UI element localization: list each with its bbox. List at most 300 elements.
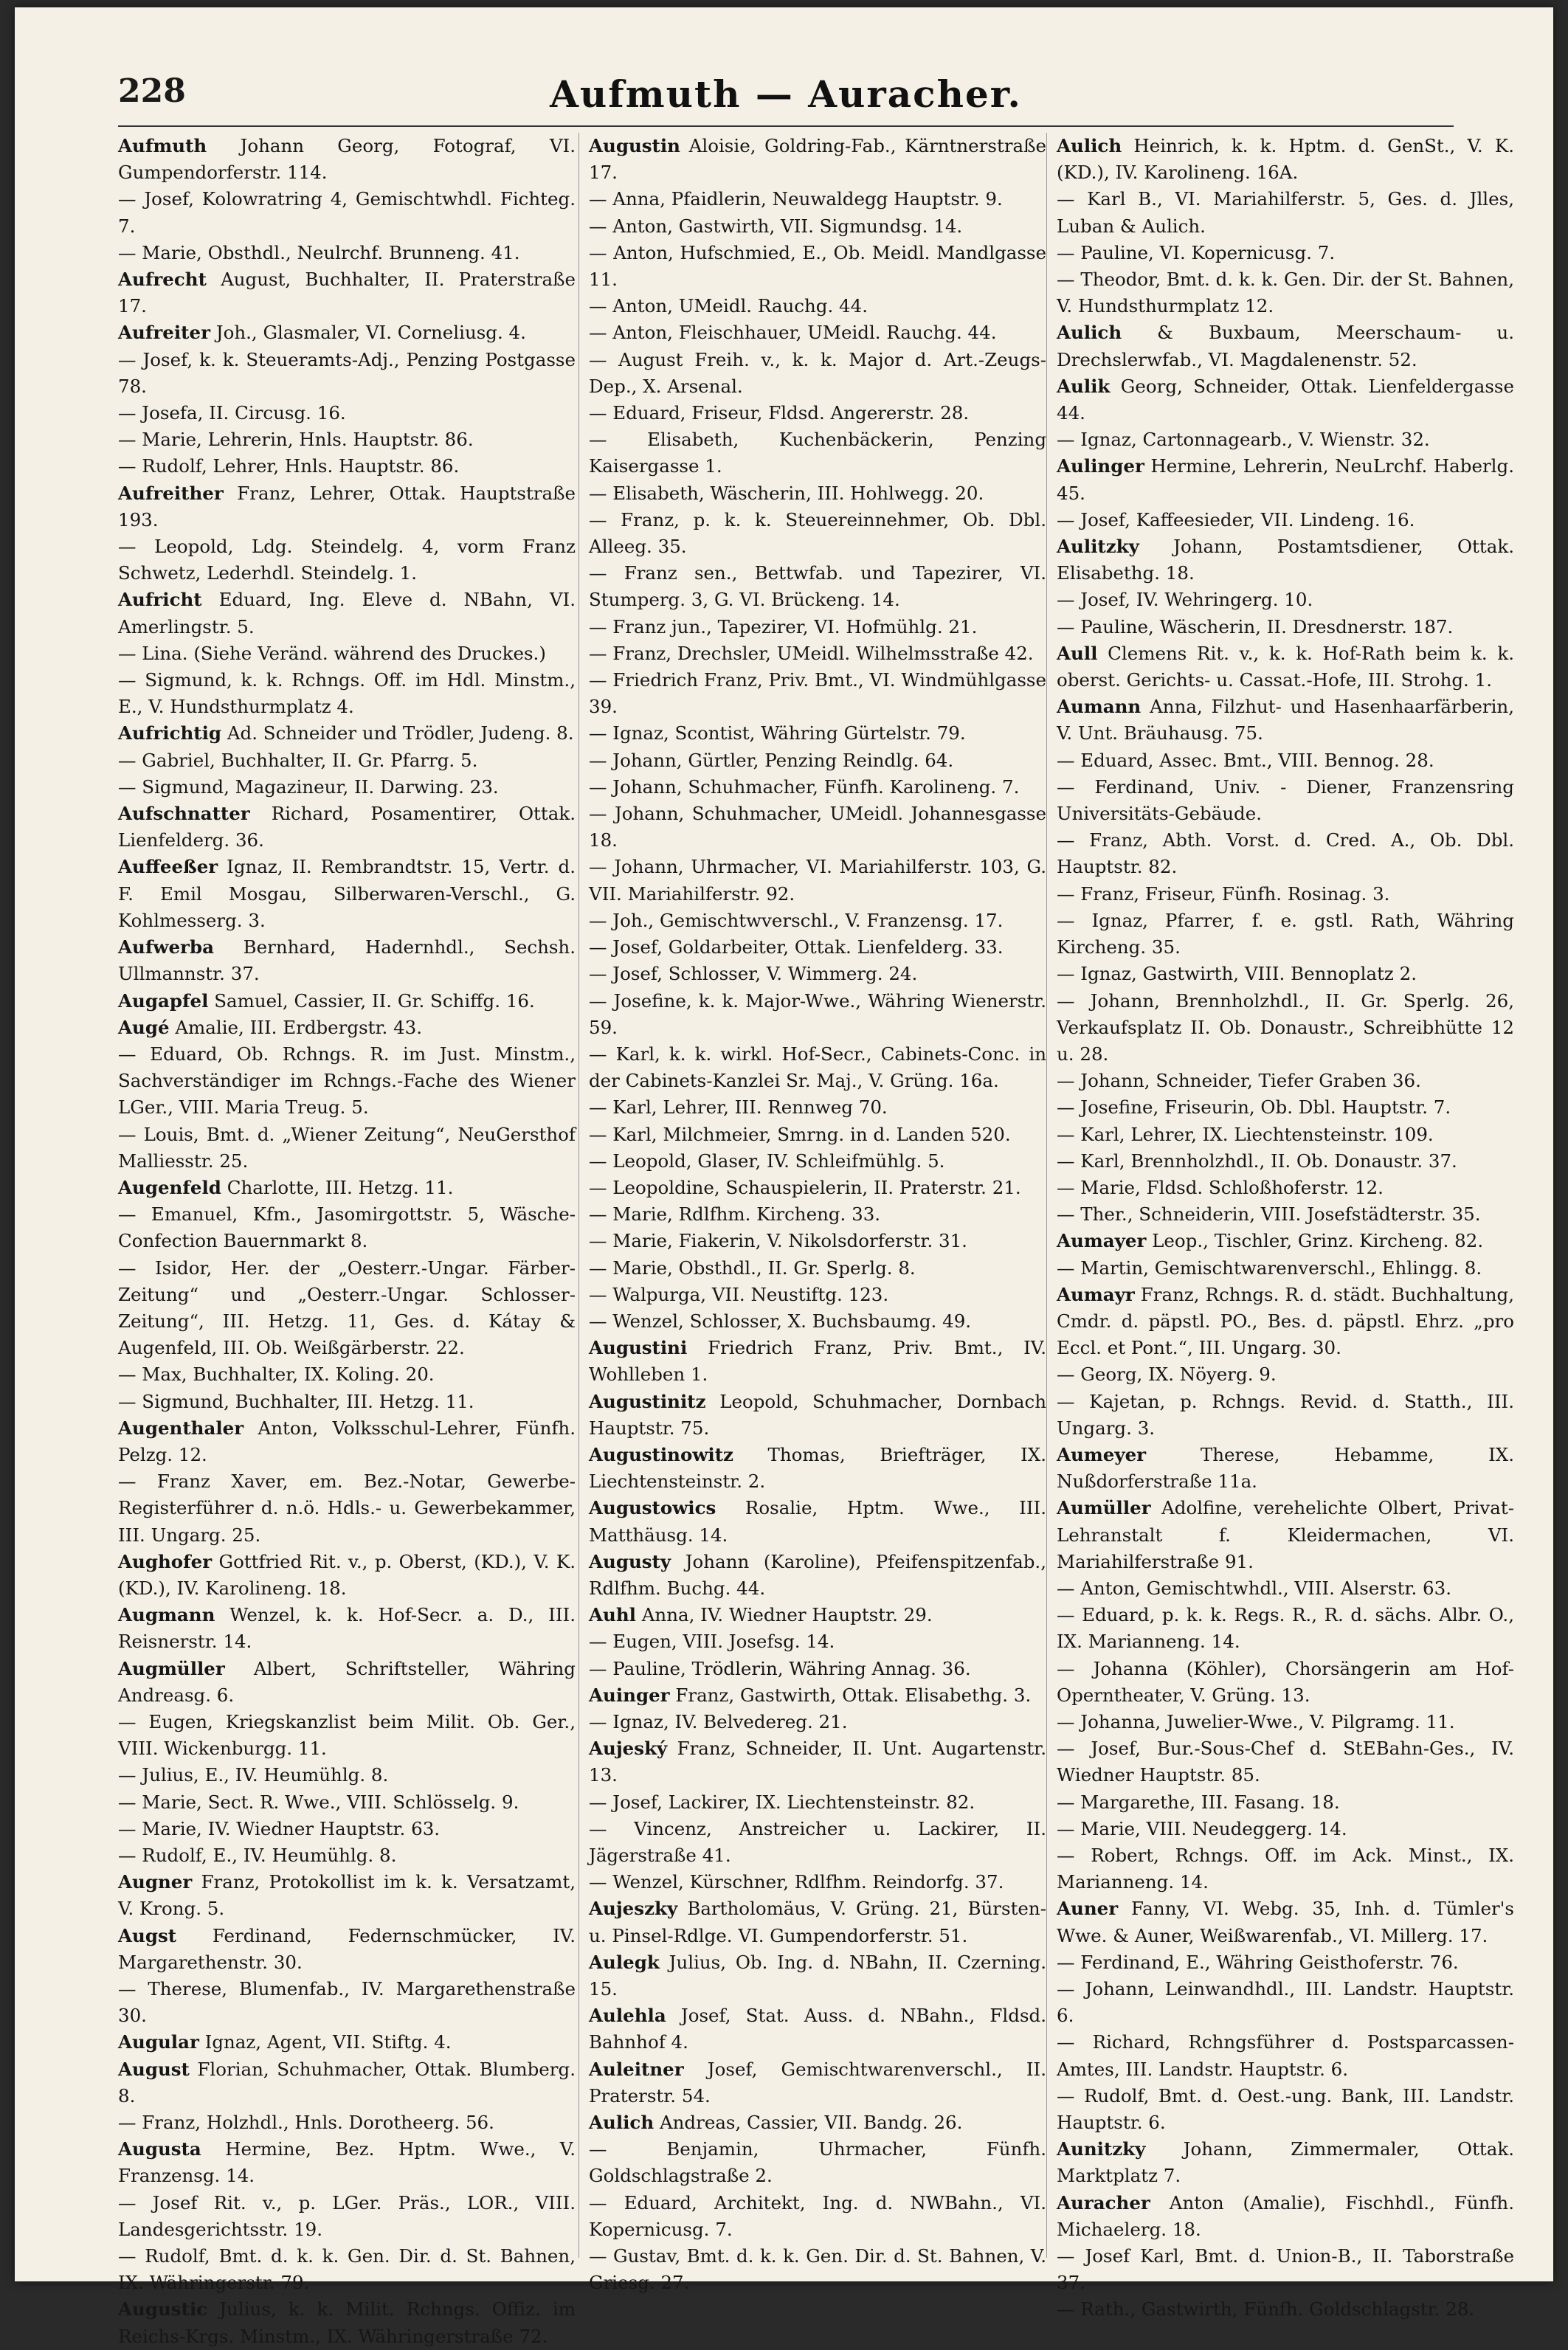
entry-text: — Isidor, Her. der „Oesterr.-Ungar. Färber-Zeitung“ und „Oesterr.-Ungar. Schlosser-Zeitung“, III. Hetzg. 11, Ges. d. Kátay & Augenfeld, III. Ob. Weißgärberstr. 22. xyxy=(118,1257,576,1359)
entry-surname: Auner xyxy=(1057,1898,1119,1920)
entry-surname: Augmüller xyxy=(118,1657,225,1679)
entry-surname: Aulich xyxy=(1057,322,1122,344)
entry-surname: Aufschnatter xyxy=(118,803,250,825)
directory-entry xyxy=(1057,1148,1514,1175)
entry-text: — Josef, Kaffeesieder, VII. Lindeng. 16. xyxy=(1057,508,1415,531)
entry-text: — Franz, p. k. k. Steuereinnehmer, Ob. Dbl. Alleeg. 35. xyxy=(589,508,1046,558)
entry-text: — Therese, Blumenfab., IV. Margarethenstraße 30. xyxy=(118,1978,576,2027)
entry-surname: Augenthaler xyxy=(118,1417,244,1439)
entry-surname: Auleitner xyxy=(589,2058,684,2080)
entry-text: — Marie, Obsthdl., II. Gr. Sperlg. 8. xyxy=(589,1257,916,1279)
directory-entry xyxy=(118,1602,576,1655)
entry-text: Anna, IV. Wiedner Hauptstr. 29. xyxy=(635,1604,933,1626)
entry-text: Gottfried Rit. v., p. Oberst, (KD.), V. K. (KD.), IV. Karolineng. 18. xyxy=(118,1550,576,1599)
directory-entry xyxy=(589,1682,1046,1709)
entry-text: — Marie, Fiakerin, V. Nikolsdorferstr. 31. xyxy=(589,1230,967,1252)
entry-text: — Max, Buchhalter, IX. Koling. 20. xyxy=(118,1364,435,1386)
entry-text: — Theodor, Bmt. d. k. k. Gen. Dir. der St. Bahnen, V. Hundsthurmplatz 12. xyxy=(1057,269,1514,317)
entry-text: Fanny, VI. Webg. 35, Inh. d. Tümler's Wwe. & Auner, Weißwarenfab., VI. Millerg. 17. xyxy=(1057,1898,1514,1946)
directory-entry xyxy=(1057,266,1514,319)
entry-text: — Sigmund, k. k. Rchngs. Off. im Hdl. Minstm., E., V. Hundsthurmplatz 4. xyxy=(118,669,576,718)
directory-entry xyxy=(589,1816,1046,1869)
directory-entry xyxy=(1057,614,1514,640)
entry-surname: Aulik xyxy=(1057,375,1111,397)
entry-text: — Johanna (Köhler), Chorsängerin am Hof-Operntheater, V. Grüng. 13. xyxy=(1057,1657,1514,1706)
directory-entry xyxy=(589,961,1046,987)
directory-entry xyxy=(118,1923,576,1976)
directory-entry xyxy=(1057,319,1514,373)
entry-text: — Johann, Schuhmacher, UMeidl. Johannesgasse 18. xyxy=(589,803,1046,851)
entry-text: — Johann, Gürtler, Penzing Reindlg. 64. xyxy=(589,749,954,771)
entry-surname: Aulinger xyxy=(1057,455,1144,477)
entry-text: Rosalie, Hptm. Wwe., III. Matthäusg. 14. xyxy=(589,1497,1046,1546)
directory-entry xyxy=(589,400,1046,426)
entry-text: — Anton, Gemischtwhdl., VIII. Alserstr. 63. xyxy=(1057,1577,1451,1599)
directory-entry xyxy=(589,480,1046,507)
entry-text: Johann (Karoline), Pfeifenspitzenfab., Rdlfhm. Buchg. 44. xyxy=(589,1550,1046,1599)
directory-entry xyxy=(589,1495,1046,1548)
directory-entry xyxy=(118,667,576,720)
entry-text: — Ferdinand, E., Währing Geisthoferstr. 76. xyxy=(1057,1951,1459,1973)
directory-entry xyxy=(118,1789,576,1816)
directory-entry xyxy=(1057,1789,1514,1816)
entry-text: — Pauline, Trödlerin, Währing Annag. 36. xyxy=(589,1657,971,1679)
directory-entry xyxy=(1057,1282,1514,1362)
directory-entry xyxy=(1057,1575,1514,1602)
directory-entry xyxy=(1057,1228,1514,1254)
directory-entry xyxy=(118,1816,576,1842)
entry-text: — Johann, Brennholzhdl., II. Gr. Sperlg. 26, Verkaufsplatz II. Ob. Donaustr., Schreibhütte 12 u. 28. xyxy=(1057,989,1514,1065)
directory-entry xyxy=(589,186,1046,212)
entry-surname: Auhl xyxy=(589,1604,636,1626)
directory-entry xyxy=(589,1895,1046,1949)
entry-surname: Aujeský xyxy=(589,1738,668,1760)
directory-entry xyxy=(1057,1442,1514,1495)
directory-entry xyxy=(1057,1175,1514,1201)
directory-entry xyxy=(1057,453,1514,506)
entry-text: — Ignaz, IV. Belvedereg. 21. xyxy=(589,1710,848,1732)
entry-surname: Aumayer xyxy=(1057,1230,1147,1252)
directory-entry xyxy=(1057,908,1514,961)
page-number: 228 xyxy=(118,72,186,110)
entry-text: — Johann, Leinwandhdl., III. Landstr. Hauptstr. 6. xyxy=(1057,1978,1514,2027)
directory-entry xyxy=(1057,1389,1514,1442)
entry-text: — Marie, Rdlfhm. Kircheng. 33. xyxy=(589,1203,881,1226)
directory-page xyxy=(15,7,1553,2347)
entry-text: — Josefine, k. k. Major-Wwe., Währing Wienerstr. 59. xyxy=(589,989,1046,1038)
directory-entry xyxy=(118,1976,576,2029)
directory-entry xyxy=(118,319,576,346)
entry-text: — Ignaz, Scontist, Währing Gürtelstr. 79. xyxy=(589,722,966,744)
entry-text: — Josefine, Friseurin, Ob. Dbl. Hauptstr. 7. xyxy=(1057,1096,1451,1119)
column-divider xyxy=(578,133,579,2258)
entry-text: — Elisabeth, Kuchenbäckerin, Penzing Kaisergasse 1. xyxy=(589,429,1046,477)
directory-entry xyxy=(118,1549,576,1602)
directory-entry xyxy=(1057,1842,1514,1895)
directory-entry xyxy=(589,614,1046,640)
entry-text: Heinrich, k. k. Hptm. d. GenSt., V. K. (KD.), IV. Karolineng. 16A. xyxy=(1057,135,1514,184)
directory-entry xyxy=(589,2109,1046,2136)
entry-surname: Aufrecht xyxy=(118,269,207,291)
entry-text: — Rudolf, Lehrer, Hnls. Hauptstr. 86. xyxy=(118,455,460,477)
entry-surname: Augustinowitz xyxy=(589,1443,733,1465)
directory-entry xyxy=(118,2109,576,2136)
entry-text: Andreas, Cassier, VII. Bandg. 26. xyxy=(654,2112,963,2134)
entry-text: — Eduard, Friseur, Fldsd. Angererstr. 28. xyxy=(589,402,970,424)
directory-entry xyxy=(589,293,1046,319)
entry-text: — Wenzel, Kürschner, Rdlfhm. Reindorfg. 37. xyxy=(589,1871,1004,1893)
column-2 xyxy=(589,133,1046,2294)
entry-surname: Aulich xyxy=(1057,135,1122,156)
header-rule xyxy=(118,125,1454,127)
entry-surname: Aujeszky xyxy=(589,1898,678,1920)
directory-entry xyxy=(1057,1949,1514,1976)
entry-text: — Robert, Rchngs. Off. im Ack. Minst., IX. Marianneng. 14. xyxy=(1057,1845,1514,1893)
entry-surname: Auracher xyxy=(1057,2191,1150,2214)
directory-entry xyxy=(118,2056,576,2109)
entry-text: Richard, Posamentirer, Ottak. Lienfelderg. 36. xyxy=(118,803,576,851)
entry-text: Joh., Glasmaler, VI. Corneliusg. 4. xyxy=(210,322,526,344)
entry-text: — Louis, Bmt. d. „Wiener Zeitung“, NeuGersthof Malliesstr. 25. xyxy=(118,1123,576,1172)
directory-entry xyxy=(118,186,576,239)
entry-text: — Kajetan, p. Rchngs. Revid. d. Statth., III. Ungarg. 3. xyxy=(1057,1390,1514,1439)
entry-text: — Karl, Lehrer, IX. Liechtensteinstr. 109. xyxy=(1057,1123,1434,1145)
directory-entry xyxy=(589,1656,1046,1682)
directory-entry xyxy=(118,1869,576,1922)
entry-text: Ad. Schneider und Trödler, Judeng. 8. xyxy=(221,722,574,744)
entry-text: — Josefa, II. Circusg. 16. xyxy=(118,402,346,424)
directory-entry xyxy=(118,1468,576,1549)
directory-entry xyxy=(118,1201,576,1254)
directory-entry xyxy=(1057,2296,1514,2323)
entry-text: — Josef, IV. Wehringerg. 10. xyxy=(1057,589,1313,611)
entry-text: — Leopold, Glaser, IV. Schleifmühlg. 5. xyxy=(589,1150,945,1172)
directory-entry xyxy=(589,2136,1046,2189)
entry-text: — Josef, Kolowratring 4, Gemischtwhdl. Fichteg. 7. xyxy=(118,188,576,237)
directory-entry xyxy=(589,507,1046,560)
entry-text: — Marie, Fldsd. Schloßhoferstr. 12. xyxy=(1057,1176,1384,1198)
directory-entry xyxy=(118,2243,576,2296)
entry-text: — Vincenz, Anstreicher u. Lackirer, II. Jägerstraße 41. xyxy=(589,1817,1046,1866)
directory-entry xyxy=(1057,1656,1514,1709)
directory-entry xyxy=(589,988,1046,1041)
entry-surname: Augustini xyxy=(589,1337,688,1359)
directory-entry xyxy=(118,1255,576,1362)
entry-surname: Aufwerba xyxy=(118,936,214,958)
directory-entry xyxy=(589,1308,1046,1335)
directory-entry xyxy=(118,720,576,747)
entry-text: — Josef, k. k. Steueramts-Adj., Penzing Postgasse 78. xyxy=(118,348,576,397)
directory-entry xyxy=(1057,988,1514,1068)
directory-entry xyxy=(1057,1602,1514,1655)
entry-text: Anton, Volksschul-Lehrer, Fünfh. Pelzg. 12. xyxy=(118,1417,576,1465)
entry-text: — August Freih. v., k. k. Major d. Art.-Zeugs-Dep., X. Arsenal. xyxy=(589,348,1046,397)
directory-entry xyxy=(118,533,576,587)
directory-entry xyxy=(118,587,576,640)
entry-text: — Eugen, Kriegskanzlist beim Milit. Ob. Ger., VIII. Wickenburgg. 11. xyxy=(118,1710,576,1760)
directory-entry xyxy=(1057,640,1514,694)
entry-text: — Josef, Schlosser, V. Wimmerg. 24. xyxy=(589,963,918,985)
entry-surname: Augustowics xyxy=(589,1497,716,1519)
directory-entry xyxy=(118,1709,576,1762)
directory-entry xyxy=(589,1201,1046,1228)
entry-text: Josef, Gemischtwarenverschl., II. Praterstr. 54. xyxy=(589,2058,1046,2107)
entry-surname: Aulitzky xyxy=(1057,536,1139,558)
entry-text: — Gustav, Bmt. d. k. k. Gen. Dir. d. St. Bahnen, V. Griesg. 27. xyxy=(589,2245,1046,2294)
entry-text: — Anton, Fleischhauer, UMeidl. Rauchg. 44. xyxy=(589,322,997,344)
directory-entry xyxy=(589,2190,1046,2243)
directory-entry xyxy=(118,266,576,319)
directory-entry xyxy=(589,1175,1046,1201)
entry-text: — Marie, IV. Wiedner Hauptstr. 63. xyxy=(118,1817,441,1839)
entry-text: — Anton, Hufschmied, E., Ob. Meidl. Mandlgasse 11. xyxy=(589,241,1046,291)
entry-text: Ferdinand, Federnschmücker, IV. Margarethenstr. 30. xyxy=(118,1924,576,1973)
entry-text: Aloisie, Goldring-Fab., Kärntnerstraße 17. xyxy=(589,135,1046,184)
entry-text: — Georg, IX. Nöyerg. 9. xyxy=(1057,1364,1277,1386)
entry-text: — Rath., Gastwirth, Fünfh. Goldschlagstr. 28. xyxy=(1057,2298,1475,2320)
entry-surname: Aufmuth xyxy=(118,135,207,156)
directory-entry xyxy=(589,213,1046,240)
entry-text: — Leopold, Ldg. Steindelg. 4, vorm Franz Schwetz, Lederhdl. Steindelg. 1. xyxy=(118,536,576,584)
entry-surname: Augé xyxy=(118,1016,170,1038)
entry-text: — Franz, Friseur, Fünfh. Rosinag. 3. xyxy=(1057,882,1390,905)
entry-text: — Marie, Sect. R. Wwe., VIII. Schlösselg. 9. xyxy=(118,1791,519,1813)
entry-text: August, Buchhalter, II. Praterstraße 17. xyxy=(118,269,576,317)
entry-text: — Pauline, Wäscherin, II. Dresdnerstr. 187. xyxy=(1057,615,1454,637)
directory-entry xyxy=(1057,1495,1514,1575)
entry-text: — Franz, Holzhdl., Hnls. Dorotheerg. 56. xyxy=(118,2112,494,2134)
directory-entry xyxy=(589,1041,1046,1094)
directory-entry xyxy=(118,426,576,453)
entry-text: Charlotte, III. Hetzg. 11. xyxy=(221,1176,454,1198)
directory-entry xyxy=(589,1709,1046,1735)
entry-text: Julius, k. k. Milit. Rchngs. Offiz. im Reichs-Krgs. Minstm., IX. Währingerstraße 72. xyxy=(118,2298,576,2347)
directory-entry xyxy=(589,1148,1046,1175)
entry-text: — Anton, UMeidl. Rauchg. 44. xyxy=(589,295,868,317)
entry-surname: Augst xyxy=(118,1924,177,1946)
entry-surname: Auffeeßer xyxy=(118,856,218,878)
entry-text: — Marie, Obsthdl., Neulrchf. Brunneng. 41. xyxy=(118,241,520,263)
entry-text: — Franz Xaver, em. Bez.-Notar, Gewerbe-Registerführer d. n.ö. Hdls.- u. Gewerbekammer, III. Ungarg. 25. xyxy=(118,1471,576,1546)
directory-entry xyxy=(589,240,1046,293)
entry-text: Ignaz, II. Rembrandtstr. 15, Vertr. d. F. Emil Mosgau, Silberwaren-Verschl., G. Kohlmesserg. 3. xyxy=(118,856,576,931)
entry-text: Franz, Schneider, II. Unt. Augartenstr. 13. xyxy=(589,1738,1046,1786)
entry-text: Thomas, Briefträger, IX. Liechtensteinstr. 2. xyxy=(589,1443,1046,1493)
entry-text: — Richard, Rchngsführer d. Postsparcassen-Amtes, III. Landstr. Hauptstr. 6. xyxy=(1057,2031,1514,2080)
directory-entry xyxy=(1057,1068,1514,1094)
entry-surname: Aufrichtig xyxy=(118,722,222,744)
directory-entry xyxy=(589,319,1046,346)
entry-text: Hermine, Bez. Hptm. Wwe., V. Franzensg. 14. xyxy=(118,2138,576,2187)
directory-entry xyxy=(589,133,1046,186)
entry-text: Hermine, Lehrerin, NeuLrchf. Haberlg. 45. xyxy=(1057,455,1514,504)
entry-text: — Franz sen., Bettwfab. und Tapezirer, VI. Stumperg. 3, G. VI. Brückeng. 14. xyxy=(589,562,1046,611)
directory-entry xyxy=(118,347,576,400)
entry-text: — Josef, Bur.-Sous-Chef d. StEBahn-Ges., IV. Wiedner Hauptstr. 85. xyxy=(1057,1738,1514,1786)
directory-entry xyxy=(589,1255,1046,1282)
directory-entry xyxy=(118,640,576,667)
entry-text: — Ignaz, Cartonnagearb., V. Wienstr. 32. xyxy=(1057,429,1430,451)
entry-text: — Marie, Lehrerin, Hnls. Hauptstr. 86. xyxy=(118,429,474,451)
entry-text: — Walpurga, VII. Neustiftg. 123. xyxy=(589,1283,889,1305)
directory-entry xyxy=(118,1175,576,1201)
entry-text: — Ignaz, Gastwirth, VIII. Bennoplatz 2. xyxy=(1057,963,1417,985)
entry-text: — Joh., Gemischtwverschl., V. Franzensg. 17. xyxy=(589,909,1004,931)
entry-text: Franz, Protokollist im k. k. Versatzamt, V. Krong. 5. xyxy=(118,1871,576,1920)
entry-text: — Eugen, VIII. Josefsg. 14. xyxy=(589,1631,835,1653)
directory-entry xyxy=(1057,2190,1514,2243)
column-3 xyxy=(1057,133,1514,2320)
entry-surname: Augusta xyxy=(118,2138,201,2160)
entry-text: — Leopoldine, Schauspielerin, II. Praterstr. 21. xyxy=(589,1176,1021,1198)
directory-entry xyxy=(1057,2243,1514,2296)
entry-text: Leopold, Schuhmacher, Dornbach Hauptstr. 75. xyxy=(589,1390,1046,1439)
entry-surname: Aulegk xyxy=(589,1951,660,1973)
entry-text: — Margarethe, III. Fasang. 18. xyxy=(1057,1791,1340,1813)
directory-entry xyxy=(589,347,1046,400)
entry-text: — Ferdinand, Univ. - Diener, Franzensring Universitäts-Gebäude. xyxy=(1057,775,1514,825)
directory-entry xyxy=(1057,1122,1514,1148)
entry-text: — Sigmund, Magazineur, II. Darwing. 23. xyxy=(118,775,499,798)
directory-entry xyxy=(118,774,576,801)
directory-entry xyxy=(589,1228,1046,1254)
entry-surname: Augustinitz xyxy=(589,1390,706,1412)
entry-surname: Aulehla xyxy=(589,2005,666,2027)
entry-text: — Ignaz, Pfarrer, f. e. gstl. Rath, Währing Kircheng. 35. xyxy=(1057,909,1514,958)
entry-text: Amalie, III. Erdbergstr. 43. xyxy=(169,1016,423,1038)
entry-text: — Josef Rit. v., p. LGer. Präs., LOR., VIII. Landesgerichtsstr. 19. xyxy=(118,2191,576,2240)
directory-entry xyxy=(1057,1094,1514,1121)
directory-entry xyxy=(589,1602,1046,1628)
entry-text: — Eduard, Architekt, Ing. d. NWBahn., VI. Kopernicusg. 7. xyxy=(589,2191,1046,2240)
entry-surname: Aughofer xyxy=(118,1550,213,1572)
entry-surname: Aufreiter xyxy=(118,322,210,344)
entry-text: Franz, Lehrer, Ottak. Hauptstraße 193. xyxy=(118,482,576,531)
entry-surname: Augenfeld xyxy=(118,1176,221,1198)
entry-text: — Gabriel, Buchhalter, II. Gr. Pfarrg. 5. xyxy=(118,749,478,771)
directory-entry xyxy=(589,1869,1046,1895)
directory-entry xyxy=(1057,1255,1514,1282)
entry-text: — Karl, Brennholzhdl., II. Ob. Donaustr. 37. xyxy=(1057,1150,1457,1172)
directory-entry xyxy=(589,1628,1046,1655)
entry-text: Johann, Postamtsdiener, Ottak. Elisabethg. 18. xyxy=(1057,536,1514,584)
directory-entry xyxy=(589,667,1046,720)
entry-text: — Benjamin, Uhrmacher, Fünfh. Goldschlagstraße 2. xyxy=(589,2138,1046,2187)
directory-entry xyxy=(1057,240,1514,266)
entry-text: Wenzel, k. k. Hof-Secr. a. D., III. Reisnerstr. 14. xyxy=(118,1604,576,1653)
directory-entry xyxy=(589,1549,1046,1602)
entry-text: Adolfine, verehelichte Olbert, Privat-Lehranstalt f. Kleidermachen, VI. Mariahilferstraße 91. xyxy=(1057,1497,1514,1572)
directory-entry xyxy=(589,1949,1046,2002)
directory-entry xyxy=(589,2243,1046,2296)
entry-text: — Rudolf, E., IV. Heumühlg. 8. xyxy=(118,1845,397,1866)
column-divider xyxy=(1046,133,1047,2258)
entry-surname: Aumann xyxy=(1057,696,1142,718)
directory-entry xyxy=(1057,827,1514,880)
entry-text: Albert, Schriftsteller, Währing Andreasg. 6. xyxy=(118,1657,576,1706)
directory-entry xyxy=(118,133,576,186)
directory-entry xyxy=(1057,587,1514,613)
entry-surname: Augustic xyxy=(118,2298,208,2320)
directory-entry xyxy=(1057,186,1514,239)
entry-text: Josef, Stat. Auss. d. NBahn., Fldsd. Bahnhof 4. xyxy=(589,2005,1046,2053)
entry-text: & Buxbaum, Meerschaum- u. Drechslerwfab., VI. Magdalenenstr. 52. xyxy=(1057,322,1514,370)
directory-entry xyxy=(1057,1895,1514,1949)
entry-surname: Augmann xyxy=(118,1604,215,1626)
page-header xyxy=(111,72,1461,124)
directory-entry xyxy=(589,747,1046,774)
column-1 xyxy=(118,133,576,2347)
directory-entry xyxy=(589,1735,1046,1789)
directory-entry xyxy=(589,774,1046,801)
entry-surname: Augner xyxy=(118,1871,193,1893)
directory-entry xyxy=(589,1335,1046,1388)
entry-text: — Eduard, p. k. k. Regs. R., R. d. sächs. Albr. O., IX. Marianneng. 14. xyxy=(1057,1604,1514,1653)
entry-text: — Johann, Schneider, Tiefer Graben 36. xyxy=(1057,1070,1421,1092)
entry-text: — Karl, Lehrer, III. Rennweg 70. xyxy=(589,1096,888,1119)
entry-text: Anton (Amalie), Fischhdl., Fünfh. Michaelerg. 18. xyxy=(1057,2191,1514,2240)
directory-entry xyxy=(118,480,576,533)
entry-text: Anna, Filzhut- und Hasenhaarfärberin, V. Unt. Bräuhausg. 75. xyxy=(1057,696,1514,744)
directory-entry xyxy=(1057,961,1514,987)
directory-entry xyxy=(118,747,576,774)
directory-entry xyxy=(589,1789,1046,1816)
directory-entry xyxy=(1057,694,1514,747)
entry-text: — Lina. (Siehe Veränd. während des Druckes.) xyxy=(118,642,546,664)
directory-entry xyxy=(1057,2083,1514,2136)
entry-text: Bernhard, Hadernhdl., Sechsh. Ullmannstr. 37. xyxy=(118,936,576,985)
directory-entry xyxy=(589,426,1046,480)
directory-entry xyxy=(118,1389,576,1415)
entry-text: Leop., Tischler, Grinz. Kircheng. 82. xyxy=(1146,1230,1484,1252)
entry-surname: Aunitzky xyxy=(1057,2138,1146,2160)
directory-entry xyxy=(1057,1735,1514,1789)
entry-text: — Eduard, Ob. Rchngs. R. im Just. Minstm., Sachverständiger im Rchngs.-Fache des Wiener LGer., VIII. Maria Treug. 5. xyxy=(118,1043,576,1119)
entry-text: — Josef, Goldarbeiter, Ottak. Lienfelderg. 33. xyxy=(589,936,1004,958)
entry-text: — Wenzel, Schlosser, X. Buchsbaumg. 49. xyxy=(589,1310,972,1332)
directory-entry xyxy=(1057,133,1514,186)
directory-entry xyxy=(1057,426,1514,453)
entry-text: Therese, Hebamme, IX. Nußdorferstraße 11a. xyxy=(1057,1443,1514,1493)
entry-surname: Aumüller xyxy=(1057,1497,1151,1519)
directory-entry xyxy=(589,1282,1046,1308)
directory-entry xyxy=(118,2296,576,2349)
directory-entry xyxy=(589,2002,1046,2056)
directory-entry xyxy=(118,988,576,1015)
entry-text: Franz, Gastwirth, Ottak. Elisabethg. 3. xyxy=(669,1684,1032,1706)
directory-entry xyxy=(1057,533,1514,587)
directory-entry xyxy=(589,1442,1046,1495)
running-title: Aufmuth — Auracher. xyxy=(550,72,1022,116)
directory-entry xyxy=(1057,881,1514,908)
entry-text: — Karl, k. k. wirkl. Hof-Secr., Cabinets-Conc. in der Cabinets-Kanzlei Sr. Maj., V. Grüng. 16a. xyxy=(589,1043,1046,1092)
entry-text: — Rudolf, Bmt. d. k. k. Gen. Dir. d. St. Bahnen, IX. Währingerstr. 79. xyxy=(118,2245,576,2294)
entry-text: Georg, Schneider, Ottak. Lienfeldergasse 44. xyxy=(1057,375,1514,424)
entry-surname: Augular xyxy=(118,2031,199,2053)
directory-entry xyxy=(118,2136,576,2189)
entry-text: — Johann, Schuhmacher, Fünfh. Karolineng. 7. xyxy=(589,775,1020,798)
entry-text: Clemens Rit. v., k. k. Hof-Rath beim k. k. oberst. Gerichts- u. Cassat.-Hofe, III. Strohg. 1. xyxy=(1057,642,1514,691)
entry-text: Julius, Ob. Ing. d. NBahn, II. Czerning. 15. xyxy=(589,1951,1046,2000)
entry-text: — Karl, Milchmeier, Smrng. in d. Landen 520. xyxy=(589,1123,1011,1145)
entry-text: Friedrich Franz, Priv. Bmt., IV. Wohlleben 1. xyxy=(589,1337,1046,1386)
entry-surname: Augusty xyxy=(589,1550,671,1572)
entry-text: — Ther., Schneiderin, VIII. Josefstädterstr. 35. xyxy=(1057,1203,1481,1226)
directory-entry xyxy=(118,2029,576,2056)
directory-entry xyxy=(118,1762,576,1789)
entry-text: — Karl B., VI. Mariahilferstr. 5, Ges. d. Jlles, Luban & Aulich. xyxy=(1057,188,1514,237)
directory-entry xyxy=(118,1842,576,1869)
